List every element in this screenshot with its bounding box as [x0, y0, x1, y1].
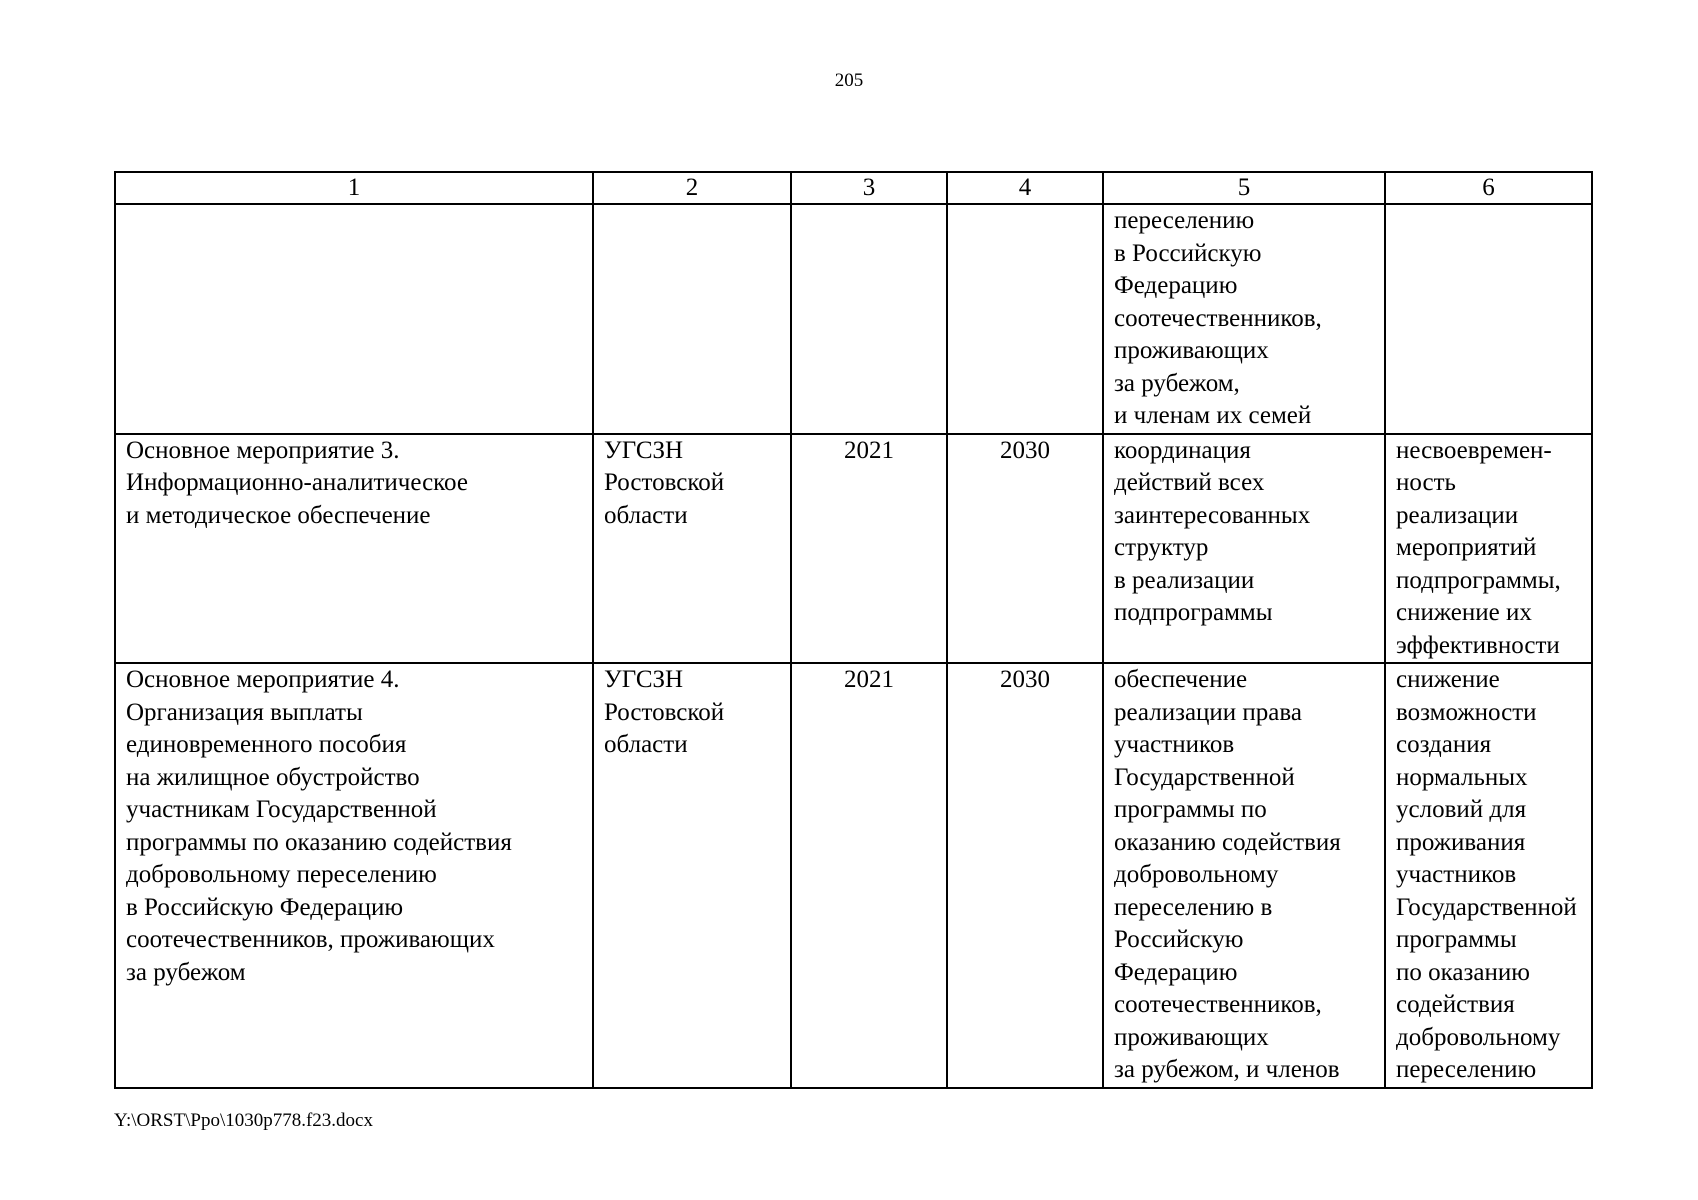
table-row — [115, 204, 1592, 434]
table-cell: 2030 — [947, 663, 1103, 1088]
table-cell: переселению в Российскую Федерацию соотечественников, проживающих за рубежом, и членам их семей — [1103, 204, 1385, 434]
table-cell — [791, 204, 947, 434]
table-cell: Основное мероприятие 4. Организация выплаты единовременного пособия на жилищное обустройство участникам Государственной программы по оказанию содействия добровольному переселению в Российскую Федерацию соотечественников, проживающих за рубежом — [115, 663, 593, 1088]
table-cell: 2021 — [791, 434, 947, 664]
table-cell: обеспечение реализации права участников Государственной программы по оказанию содействия добровольному переселению в Российскую Федерацию соотечественников, проживающих за рубежом, и членов — [1103, 663, 1385, 1088]
column-header: 4 — [947, 172, 1103, 204]
column-header: 6 — [1385, 172, 1592, 204]
column-header: 1 — [115, 172, 593, 204]
table-cell — [1385, 204, 1592, 434]
table-cell — [593, 204, 791, 434]
column-header: 2 — [593, 172, 791, 204]
table-row — [115, 663, 1592, 1088]
table-cell: несвоевремен- ность реализации мероприятий подпрограммы, снижение их эффективности — [1385, 434, 1592, 664]
table-cell: 2021 — [791, 663, 947, 1088]
measures-table — [114, 171, 1593, 1089]
file-path-footer: Y:\ORST\Ppo\1030p778.f23.docx — [114, 1110, 373, 1131]
column-header: 5 — [1103, 172, 1385, 204]
table-header-row — [115, 172, 1592, 204]
table-cell — [115, 204, 593, 434]
page-number: 205 — [834, 70, 864, 91]
column-header: 3 — [791, 172, 947, 204]
table-cell: снижение возможности создания нормальных условий для проживания участников Государственной программы по оказанию содействия добровольному переселению — [1385, 663, 1592, 1088]
table-row — [115, 434, 1592, 664]
table-cell: УГСЗН Ростовской области — [593, 434, 791, 664]
table-cell: координация действий всех заинтересованных структур в реализации подпрограммы — [1103, 434, 1385, 664]
table-cell — [947, 204, 1103, 434]
table-cell: Основное мероприятие 3. Информационно-аналитическое и методическое обеспечение — [115, 434, 593, 664]
table-cell: УГСЗН Ростовской области — [593, 663, 791, 1088]
table-cell: 2030 — [947, 434, 1103, 664]
